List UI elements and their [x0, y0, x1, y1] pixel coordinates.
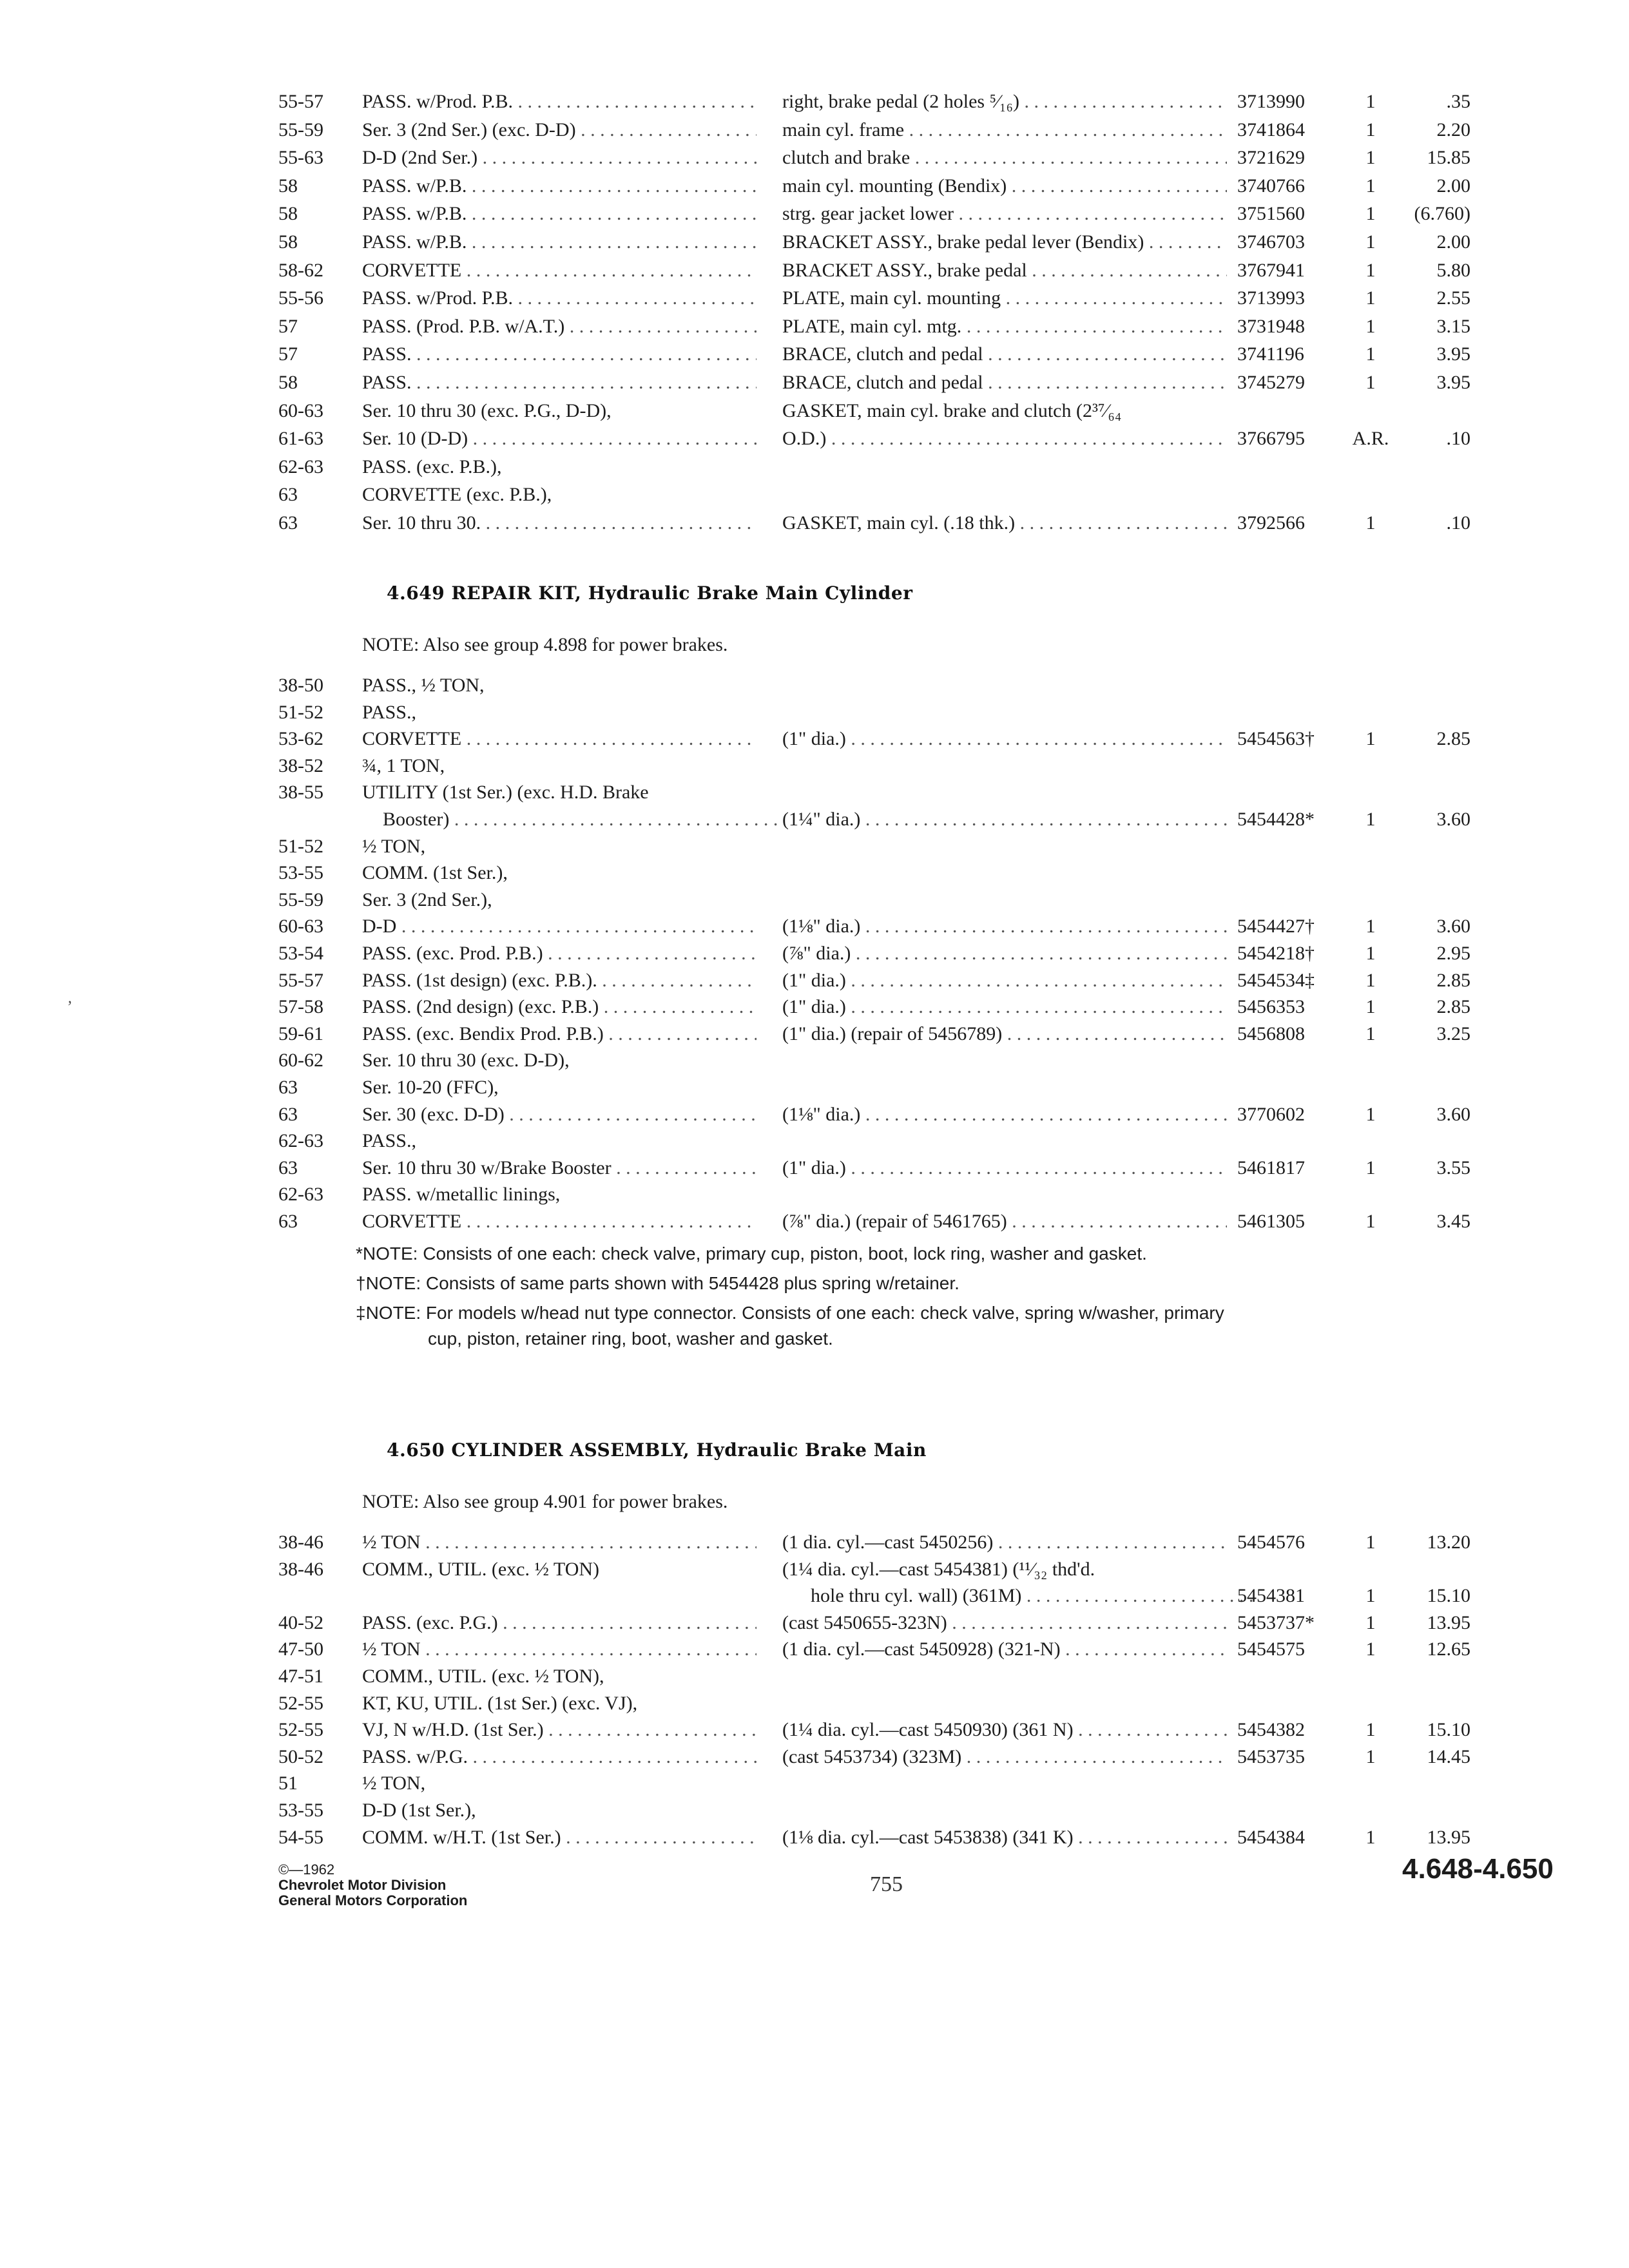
price-cell: 3.60	[1436, 1103, 1470, 1125]
year-cell: 53-62	[278, 728, 323, 750]
table-row	[0, 1528, 1629, 1557]
table-row	[0, 1046, 1629, 1075]
model-cell: PASS. (exc. P.B.),	[362, 456, 502, 477]
model-cell: CORVETTE . . .	[362, 256, 757, 285]
model-cell: PASS., ½ TON,	[362, 675, 485, 696]
year-cell: 63	[278, 1103, 298, 1125]
price-cell: 15.10	[1427, 1719, 1470, 1741]
price-cell: 3.45	[1436, 1211, 1470, 1232]
table-row	[0, 312, 1629, 341]
quantity-cell: 1	[1365, 1745, 1376, 1767]
description-cell: (⅞" dia.) (repair of 5461765) . . .	[782, 1207, 1227, 1236]
price-cell: 13.95	[1427, 1826, 1470, 1848]
table-row	[0, 993, 1629, 1021]
quantity-cell: 1	[1365, 809, 1376, 830]
year-cell: 55-59	[278, 889, 323, 910]
description-cell: BRACKET ASSY., brake pedal lever (Bendix) . . .	[782, 228, 1227, 256]
year-cell: 62-63	[278, 456, 323, 477]
table-row	[0, 671, 1629, 700]
price-cell: .10	[1446, 428, 1470, 450]
table-row	[0, 1154, 1629, 1182]
model-cell: PASS. (exc. P.G.) . . .	[362, 1609, 757, 1637]
part-number-cell: 3746703	[1237, 231, 1305, 253]
year-cell: 53-54	[278, 943, 323, 964]
table-row	[0, 200, 1629, 228]
repair-kit-footnotes	[356, 1241, 1239, 1352]
model-cell: Ser. 10 thru 30 w/Brake Booster . . .	[362, 1154, 757, 1182]
model-cell: VJ, N w/H.D. (1st Ser.) . . .	[362, 1716, 757, 1744]
table-row	[0, 1180, 1629, 1209]
price-cell: 3.55	[1436, 1157, 1470, 1178]
table-row	[0, 1662, 1629, 1691]
year-cell: 55-63	[278, 147, 323, 169]
price-cell: 3.60	[1436, 809, 1470, 830]
quantity-cell: 1	[1365, 969, 1376, 991]
price-cell: 14.45	[1427, 1745, 1470, 1767]
year-cell: 59-61	[278, 1023, 323, 1044]
table-row	[0, 1743, 1629, 1771]
section-heading-cylinder-assembly: 4.650 CYLINDER ASSEMBLY, Hydraulic Brake Main	[387, 1439, 927, 1461]
table-row	[0, 1609, 1629, 1637]
description-cell: (1¼ dia. cyl.—cast 5454381) (¹¹⁄₃₂ thd'd.	[782, 1558, 1095, 1580]
year-cell: 58	[278, 372, 298, 393]
price-cell: 2.20	[1436, 119, 1470, 140]
year-cell: 40-52	[278, 1611, 323, 1633]
year-cell: 62-63	[278, 1184, 323, 1206]
stray-mark: ʼ	[67, 997, 73, 1016]
year-cell: 38-46	[278, 1532, 323, 1553]
part-number-cell: 5454534‡	[1237, 969, 1315, 991]
description-cell: (1⅛ dia. cyl.—cast 5453838) (341 K) . . .	[782, 1823, 1227, 1852]
model-cell: Ser. 10-20 (FFC),	[362, 1077, 499, 1098]
table-row	[0, 228, 1629, 256]
table-row	[0, 912, 1629, 941]
model-cell: COMM. w/H.T. (1st Ser.) . . .	[362, 1823, 757, 1852]
table-row	[0, 805, 1629, 834]
table-row	[0, 859, 1629, 887]
model-cell: PASS. (Prod. P.B. w/A.T.) . . .	[362, 312, 757, 341]
table-row	[0, 1073, 1629, 1102]
price-cell: 13.20	[1427, 1532, 1470, 1553]
description-cell: GASKET, main cyl. (.18 thk.) . . .	[782, 509, 1227, 537]
copyright-line: ©—1962	[278, 1861, 335, 1878]
part-number-cell: 3741196	[1237, 343, 1304, 365]
description-cell: (1⅛" dia.) . . .	[782, 912, 1227, 941]
part-number-cell: 5454382	[1237, 1719, 1305, 1741]
description-cell: clutch and brake . . .	[782, 144, 1227, 172]
description-cell: BRACE, clutch and pedal . . .	[782, 369, 1227, 397]
quantity-cell: 1	[1365, 916, 1376, 937]
table-row	[0, 1020, 1629, 1048]
model-cell: D-D . . .	[362, 912, 757, 941]
model-cell: ½ TON . . .	[362, 1635, 757, 1664]
description-cell: (1" dia.) . . .	[782, 993, 1227, 1021]
table-row	[0, 1582, 1629, 1610]
publisher-block	[278, 1862, 467, 1908]
model-cell: PASS. (exc. Prod. P.B.) . . .	[362, 939, 757, 968]
year-cell: 55-57	[278, 969, 323, 991]
model-cell: PASS. . . .	[362, 340, 757, 369]
description-cell: (1¼" dia.) . . .	[782, 805, 1227, 834]
footnote-dagger: †NOTE: Consists of same parts shown with 5454428 plus spring w/retainer.	[356, 1273, 959, 1293]
table-row	[0, 966, 1629, 995]
quantity-cell: 1	[1365, 147, 1376, 169]
quantity-cell: 1	[1365, 231, 1376, 253]
year-cell: 58	[278, 231, 298, 253]
part-number-cell: 5461305	[1237, 1211, 1305, 1232]
model-cell: Ser. 3 (2nd Ser.) (exc. D-D) . . .	[362, 116, 757, 144]
price-cell: 2.00	[1436, 175, 1470, 197]
table-row	[0, 1689, 1629, 1718]
quantity-cell: 1	[1365, 91, 1376, 112]
table-row	[0, 397, 1629, 425]
description-cell: (cast 5450655-323N) . . .	[782, 1609, 1227, 1637]
model-cell: PASS. w/Prod. P.B. . . .	[362, 88, 757, 116]
quantity-cell: 1	[1365, 1826, 1376, 1848]
model-cell: CORVETTE . . .	[362, 725, 757, 753]
price-cell: 2.00	[1436, 231, 1470, 253]
quantity-cell: 1	[1365, 175, 1376, 197]
price-cell: 15.85	[1427, 147, 1470, 169]
part-number-cell: 5453737*	[1237, 1611, 1315, 1633]
part-number-cell: 5454381	[1237, 1585, 1305, 1607]
model-cell: PASS. (2nd design) (exc. P.B.) . . .	[362, 993, 757, 1021]
price-cell: 2.55	[1436, 287, 1470, 309]
description-cell: main cyl. frame . . .	[782, 116, 1227, 144]
part-number-cell: 5454218†	[1237, 943, 1315, 964]
model-cell: D-D (1st Ser.),	[362, 1800, 476, 1821]
part-number-cell: 3767941	[1237, 259, 1305, 281]
table-row	[0, 144, 1629, 172]
table-row	[0, 886, 1629, 914]
model-cell: UTILITY (1st Ser.) (exc. H.D. Brake	[362, 782, 649, 803]
quantity-cell: 1	[1365, 287, 1376, 309]
year-cell: 55-57	[278, 91, 323, 112]
model-cell: Ser. 30 (exc. D-D) . . .	[362, 1100, 757, 1129]
table-row	[0, 453, 1629, 481]
quantity-cell: 1	[1365, 1157, 1376, 1178]
description-cell: (cast 5453734) (323M) . . .	[782, 1743, 1227, 1771]
year-cell: 38-46	[278, 1558, 323, 1580]
model-cell: ½ TON,	[362, 1773, 426, 1794]
division-line: Chevrolet Motor Division	[278, 1877, 447, 1893]
description-cell: (1" dia.) . . .	[782, 725, 1227, 753]
table-row	[0, 725, 1629, 753]
year-cell: 60-63	[278, 916, 323, 937]
table-row	[0, 369, 1629, 397]
price-cell: 3.95	[1436, 343, 1470, 365]
year-cell: 51	[278, 1773, 298, 1794]
description-cell: strg. gear jacket lower . . .	[782, 200, 1227, 228]
part-number-cell: 3713993	[1237, 287, 1305, 309]
model-cell: KT, KU, UTIL. (1st Ser.) (exc. VJ),	[362, 1692, 638, 1714]
part-number-cell: 5454576	[1237, 1532, 1305, 1553]
model-cell: COMM., UTIL. (exc. ½ TON),	[362, 1666, 604, 1687]
cylinder-assembly-note: NOTE: Also see group 4.901 for power brakes.	[362, 1491, 728, 1512]
part-number-cell: 3721629	[1237, 147, 1305, 169]
model-cell: COMM., UTIL. (exc. ½ TON)	[362, 1558, 600, 1580]
footnote-double-dagger: ‡NOTE: For models w/head nut type connector. Consists of one each: check valve, spring w/washer, primary cup, piston, retainer ring, boot, washer and gasket.	[356, 1303, 1224, 1349]
year-cell: 63	[278, 1077, 298, 1098]
year-cell: 50-52	[278, 1745, 323, 1767]
table-row	[0, 698, 1629, 727]
description-cell: (1" dia.) . . .	[782, 966, 1227, 995]
year-cell: 57-58	[278, 996, 323, 1018]
year-cell: 53-55	[278, 1800, 323, 1821]
year-cell: 55-59	[278, 119, 323, 140]
section-heading-repair-kit: 4.649 REPAIR KIT, Hydraulic Brake Main Cylinder	[387, 582, 913, 604]
model-cell: PASS. (1st design) (exc. P.B.). . . .	[362, 966, 757, 995]
model-cell: PASS. (exc. Bendix Prod. P.B.) . . .	[362, 1020, 757, 1048]
year-cell: 61-63	[278, 428, 323, 450]
model-cell: Ser. 3 (2nd Ser.),	[362, 889, 492, 910]
quantity-cell: 1	[1365, 1719, 1376, 1741]
quantity-cell: 1	[1365, 1585, 1376, 1607]
model-cell: Booster) . . .	[362, 805, 777, 834]
table-row	[0, 340, 1629, 369]
quantity-cell: 1	[1365, 315, 1376, 337]
table-row	[0, 88, 1629, 116]
quantity-cell: 1	[1365, 728, 1376, 750]
part-number-cell: 3766795	[1237, 428, 1305, 450]
year-cell: 52-55	[278, 1719, 323, 1741]
part-number-cell: 3713990	[1237, 91, 1305, 112]
model-cell: CORVETTE (exc. P.B.),	[362, 484, 552, 506]
repair-kit-note: NOTE: Also see group 4.898 for power brakes.	[362, 634, 728, 655]
table-row	[0, 939, 1629, 968]
corporation-line: General Motors Corporation	[278, 1892, 468, 1908]
price-cell: 3.95	[1436, 372, 1470, 393]
table-row	[0, 1207, 1629, 1236]
model-cell: PASS. w/P.G. . . .	[362, 1743, 757, 1771]
part-number-cell: 5461817	[1237, 1157, 1305, 1178]
quantity-cell: 1	[1365, 512, 1376, 533]
model-cell: PASS. w/Prod. P.B. . . .	[362, 284, 757, 312]
year-cell: 54-55	[278, 1826, 323, 1848]
quantity-cell: 1	[1365, 1532, 1376, 1553]
quantity-cell: 1	[1365, 372, 1376, 393]
model-cell: PASS.,	[362, 1130, 416, 1152]
model-cell: COMM. (1st Ser.),	[362, 862, 508, 884]
description-cell: (1¼ dia. cyl.—cast 5450930) (361 N) . . .	[782, 1716, 1227, 1744]
model-cell: PASS. w/P.B. . . .	[362, 172, 757, 200]
description-cell: hole thru cyl. wall) (361M) . . .	[782, 1582, 1255, 1610]
year-cell: 60-63	[278, 399, 323, 421]
description-cell: GASKET, main cyl. brake and clutch (2³⁷⁄₆₄	[782, 399, 1122, 421]
year-cell: 63	[278, 484, 298, 506]
price-cell: 5.80	[1436, 259, 1470, 281]
year-cell: 57	[278, 343, 298, 365]
description-cell: PLATE, main cyl. mounting . . .	[782, 284, 1227, 312]
price-cell: 3.60	[1436, 916, 1470, 937]
description-cell: (1 dia. cyl.—cast 5450256) . . .	[782, 1528, 1227, 1557]
quantity-cell: 1	[1365, 259, 1376, 281]
table-row	[0, 1635, 1629, 1664]
year-cell: 51-52	[278, 701, 323, 723]
table-row	[0, 752, 1629, 780]
part-number-cell: 5456353	[1237, 996, 1305, 1018]
table-row	[0, 1769, 1629, 1798]
quantity-cell: 1	[1365, 996, 1376, 1018]
table-row	[0, 116, 1629, 144]
model-cell: D-D (2nd Ser.) . . .	[362, 144, 757, 172]
part-number-cell: 5453735	[1237, 1745, 1305, 1767]
part-number-cell: 5454563†	[1237, 728, 1315, 750]
table-row	[0, 1127, 1629, 1155]
quantity-cell: 1	[1365, 943, 1376, 964]
quantity-cell: 1	[1365, 1211, 1376, 1232]
model-cell: PASS. w/P.B. . . .	[362, 200, 757, 228]
year-cell: 60-62	[278, 1050, 323, 1072]
quantity-cell: 1	[1365, 1103, 1376, 1125]
table-row	[0, 1100, 1629, 1129]
price-cell: 2.85	[1436, 728, 1470, 750]
model-cell: CORVETTE . . .	[362, 1207, 757, 1236]
description-cell: (1 dia. cyl.—cast 5450928) (321-N) . . .	[782, 1635, 1227, 1664]
model-cell: PASS. w/metallic linings,	[362, 1184, 561, 1206]
year-cell: 58-62	[278, 259, 323, 281]
quantity-cell: 1	[1365, 1639, 1376, 1660]
price-cell: 13.95	[1427, 1611, 1470, 1633]
description-cell: (1" dia.) (repair of 5456789) . . .	[782, 1020, 1227, 1048]
model-cell: Ser. 10 thru 30. . . .	[362, 509, 757, 537]
description-cell: main cyl. mounting (Bendix) . . .	[782, 172, 1227, 200]
description-cell: right, brake pedal (2 holes ⁵⁄₁₆) . . .	[782, 88, 1227, 116]
quantity-cell: 1	[1365, 1611, 1376, 1633]
quantity-cell: A.R.	[1352, 428, 1389, 450]
year-cell: 51-52	[278, 835, 323, 857]
table-row	[0, 172, 1629, 200]
year-cell: 38-52	[278, 754, 323, 776]
year-cell: 47-50	[278, 1639, 323, 1660]
description-cell: PLATE, main cyl. mtg. . . .	[782, 312, 1227, 341]
year-cell: 63	[278, 512, 298, 533]
description-cell: BRACKET ASSY., brake pedal . . .	[782, 256, 1227, 285]
model-cell: Ser. 10 (D-D) . . .	[362, 425, 757, 453]
price-cell: 12.65	[1427, 1639, 1470, 1660]
description-cell: BRACE, clutch and pedal . . .	[782, 340, 1227, 369]
price-cell: 2.85	[1436, 969, 1470, 991]
year-cell: 58	[278, 175, 298, 197]
table-row	[0, 832, 1629, 861]
price-cell: 2.85	[1436, 996, 1470, 1018]
model-cell: PASS. w/P.B. . . .	[362, 228, 757, 256]
model-cell: Ser. 10 thru 30 (exc. P.G., D-D),	[362, 399, 612, 421]
model-cell: PASS. . . .	[362, 369, 757, 397]
table-row	[0, 1716, 1629, 1744]
year-cell: 47-51	[278, 1666, 323, 1687]
description-cell: (⅞" dia.) . . .	[782, 939, 1227, 968]
price-cell: 3.25	[1436, 1023, 1470, 1044]
model-cell: PASS.,	[362, 701, 416, 723]
part-number-cell: 3770602	[1237, 1103, 1305, 1125]
part-number-cell: 3751560	[1237, 203, 1305, 225]
part-number-cell: 5454428*	[1237, 809, 1315, 830]
table-row	[0, 1823, 1629, 1852]
part-number-cell: 5456808	[1237, 1023, 1305, 1044]
model-cell: Ser. 10 thru 30 (exc. D-D),	[362, 1050, 570, 1072]
year-cell: 57	[278, 315, 298, 337]
page-number: 755	[870, 1872, 903, 1896]
description-cell: (1⅛" dia.) . . .	[782, 1100, 1227, 1129]
table-row	[0, 1796, 1629, 1825]
footnote-asterisk: *NOTE: Consists of one each: check valve, primary cup, piston, boot, lock ring, washer and gasket.	[356, 1244, 1147, 1264]
part-number-cell: 5454427†	[1237, 916, 1315, 937]
quantity-cell: 1	[1365, 203, 1376, 225]
table-row	[0, 1555, 1629, 1584]
price-cell: 3.15	[1436, 315, 1470, 337]
price-cell: .10	[1446, 512, 1470, 533]
part-number-cell: 3741864	[1237, 119, 1305, 140]
table-row	[0, 481, 1629, 509]
part-number-cell: 3740766	[1237, 175, 1305, 197]
year-cell: 52-55	[278, 1692, 323, 1714]
model-cell: ½ TON . . .	[362, 1528, 757, 1557]
quantity-cell: 1	[1365, 1023, 1376, 1044]
year-cell: 38-50	[278, 675, 323, 696]
part-number-cell: 3792566	[1237, 512, 1305, 533]
quantity-cell: 1	[1365, 119, 1376, 140]
year-cell: 63	[278, 1157, 298, 1178]
price-cell: 2.95	[1436, 943, 1470, 964]
part-number-cell: 3745279	[1237, 372, 1305, 393]
part-number-cell: 3731948	[1237, 315, 1305, 337]
year-cell: 58	[278, 203, 298, 225]
year-cell: 38-55	[278, 782, 323, 803]
table-row	[0, 778, 1629, 807]
description-cell: (1" dia.) . . .	[782, 1154, 1227, 1182]
table-row	[0, 425, 1629, 453]
table-row	[0, 256, 1629, 285]
year-cell: 62-63	[278, 1130, 323, 1152]
table-row	[0, 284, 1629, 312]
table-row	[0, 509, 1629, 537]
price-cell: 15.10	[1427, 1585, 1470, 1607]
part-number-cell: 5454575	[1237, 1639, 1305, 1660]
model-cell: ¾, 1 TON,	[362, 754, 445, 776]
part-number-cell: 5454384	[1237, 1826, 1305, 1848]
description-cell: O.D.) . . .	[782, 425, 1227, 453]
year-cell: 55-56	[278, 287, 323, 309]
price-cell: .35	[1446, 91, 1470, 112]
group-range: 4.648-4.650	[1402, 1853, 1554, 1885]
price-cell: (6.760)	[1414, 203, 1470, 225]
year-cell: 63	[278, 1211, 298, 1232]
quantity-cell: 1	[1365, 343, 1376, 365]
year-cell: 53-55	[278, 862, 323, 884]
model-cell: ½ TON,	[362, 835, 426, 857]
